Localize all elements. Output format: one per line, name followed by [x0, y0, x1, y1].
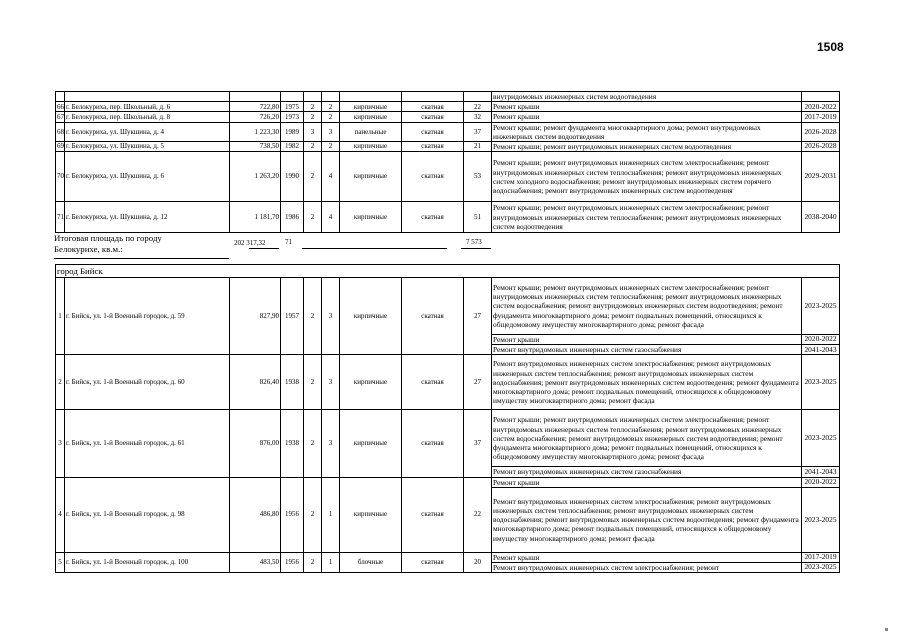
period: 2026-2028	[802, 142, 840, 152]
entrances: 3	[322, 278, 340, 355]
row-number: 67	[57, 112, 64, 121]
flat-count: 53	[464, 152, 492, 202]
floors	[304, 92, 322, 102]
period: 2038-2040	[802, 202, 840, 233]
entrances: 4	[322, 152, 340, 202]
area	[230, 92, 281, 102]
address: г. Белокуриха, ул. Шукшина, д. 4	[65, 122, 230, 141]
roof-type: скатная	[402, 142, 464, 152]
total-label	[54, 233, 162, 255]
belokurikha-table	[55, 91, 840, 233]
wall-material: кирпичные	[340, 278, 402, 355]
row-number	[56, 92, 65, 102]
area: 738,50	[230, 142, 281, 152]
period: 2017-2019	[802, 112, 840, 122]
works-list: Ремонт крыши	[492, 102, 802, 112]
flat-count: 27	[464, 355, 492, 410]
table-row	[56, 477, 840, 487]
floors: 2	[304, 477, 322, 552]
total-label-line2: Белокурихе, кв.м.:	[54, 244, 123, 254]
works-list: внутридомовых инженерных систем водоотведения	[492, 92, 802, 102]
roof-type: скатная	[402, 355, 464, 410]
wall-material: кирпичные	[340, 202, 402, 233]
entrances: 2	[322, 142, 340, 152]
underline-1	[249, 248, 279, 249]
wall-material: кирпичные	[340, 142, 402, 152]
works-list: Ремонт внутридомовых инженерных систем электроснабжения; ремонт внутридомовых инженерных систем теплоснабжения; ремонт внутридомовых инженерных систем водоснабжения; ремонт внутридомовых инженерных систем водоотведения; ремонт фундамента многоквартирного дома; ремонт подвальных помещений, относящихся к общедомовому имуществу многоквартирного дома; ремонт фасада	[492, 355, 802, 410]
floors: 2	[304, 142, 322, 152]
table-row	[56, 92, 840, 102]
wall-material	[340, 92, 402, 102]
entrances: 3	[322, 122, 340, 141]
area: 876,00	[230, 410, 281, 477]
wall-material: кирпичные	[340, 355, 402, 410]
floors: 2	[304, 202, 322, 233]
year-built: 1938	[281, 355, 304, 410]
floors: 2	[304, 355, 322, 410]
wall-material: кирпичные	[340, 112, 402, 122]
table-row	[56, 142, 840, 152]
roof-type: скатная	[402, 410, 464, 477]
row-number: 69	[57, 142, 64, 151]
address: г. Бийск, ул. 1-й Военный городок, д. 59	[65, 278, 230, 355]
underline-3	[461, 248, 491, 249]
roof-type: скатная	[402, 122, 464, 141]
entrances: 3	[322, 355, 340, 410]
floors: 2	[304, 112, 322, 122]
works-list: Ремонт крыши; ремонт внутридомовых инженерных систем электроснабжения; ремонт внутридомовых инженерных систем теплоснабжения; ремонт внутридомовых инженерных систем водоснабжения; ремонт внутридомовых инженерных систем водоотведения; ремонт фундамента многоквартирного дома; ремонт подвальных помещений, относящихся к общедомовому имуществу многоквартирного дома; ремонт фасада	[492, 278, 802, 335]
floors: 3	[304, 122, 322, 141]
entrances	[322, 92, 340, 102]
address: г. Белокуриха, ул. Шукшина, д. 6	[65, 152, 230, 202]
roof-type: скатная	[402, 477, 464, 552]
roof-type: скатная	[402, 102, 464, 112]
address: г. Белокуриха, ул. Шукшина, д. 12	[65, 202, 230, 233]
area: 1 263,20	[230, 152, 281, 202]
period: 2023-2025	[802, 278, 840, 335]
works-list: Ремонт крыши; ремонт внутридомовых инженерных систем электроснабжения; ремонт внутридомовых инженерных систем теплоснабжения; ремонт внутридомовых инженерных систем водоснабжения; ремонт внутридомовых инженерных систем водоотведения; ремонт фундамента многоквартирного дома; ремонт подвальных помещений, относящихся к общедомовому имуществу многоквартирного дома; ремонт фасада	[492, 410, 802, 467]
area: 826,40	[230, 355, 281, 410]
year-built: 1989	[281, 122, 304, 141]
biysk-table	[55, 264, 840, 573]
flat-count	[464, 92, 492, 102]
period: 2023-2025	[802, 563, 840, 573]
year-built: 1986	[281, 202, 304, 233]
address: г. Бийск, ул. 1-й Военный городок, д. 98	[65, 477, 230, 552]
entrances: 2	[322, 102, 340, 112]
total-area-value: 202 317,32	[234, 239, 266, 247]
year-built: 1973	[281, 112, 304, 122]
period: 2020-2022	[802, 102, 840, 112]
wall-material: панельные	[340, 122, 402, 141]
works-list: Ремонт крыши; ремонт внутридомовых инженерных систем электроснабжения; ремонт внутридомовых инженерных систем теплоснабжения; ремонт внутридомовых инженерных систем холодного водоснабжения; ремонт внутридомовых инженерных систем горячего водоснабжения; ремонт внутридомовых инженерных систем водоотведения	[492, 152, 802, 202]
row-number: 4	[56, 477, 65, 552]
roof-type	[402, 92, 464, 102]
flat-count: 37	[464, 122, 492, 141]
area: 722,80	[230, 102, 281, 112]
period: 2041-2043	[802, 345, 840, 355]
period: 2020-2022	[802, 477, 840, 487]
wall-material: кирпичные	[340, 410, 402, 477]
area: 1 223,30	[230, 122, 281, 141]
total-underline	[54, 258, 229, 259]
floors: 2	[304, 410, 322, 477]
works-list: Ремонт крыши	[492, 552, 802, 562]
year-built: 1990	[281, 152, 304, 202]
table-row	[56, 112, 840, 122]
year-built: 1975	[281, 102, 304, 112]
area: 483,50	[230, 552, 281, 572]
floors: 2	[304, 278, 322, 355]
flat-count: 22	[464, 102, 492, 112]
address	[65, 92, 230, 102]
wall-material: кирпичные	[340, 102, 402, 112]
address: г. Белокуриха, пер. Школьный, д. 6	[65, 102, 230, 112]
period: 2029-2031	[802, 152, 840, 202]
address: г. Бийск, ул. 1-й Военный городок, д. 60	[65, 355, 230, 410]
flat-count: 37	[464, 410, 492, 477]
row-number: 1	[56, 278, 65, 355]
period: 2020-2022	[802, 335, 840, 345]
entrances: 1	[322, 552, 340, 572]
address: г. Бийск, ул. 1-й Военный городок, д. 61	[65, 410, 230, 477]
year-built: 1956	[281, 477, 304, 552]
underline-2	[302, 248, 447, 249]
entrances: 2	[322, 112, 340, 122]
period	[802, 92, 840, 102]
period: 2023-2025	[802, 355, 840, 410]
roof-type: скатная	[402, 152, 464, 202]
works-list: Ремонт крыши; ремонт внутридомовых инженерных систем электроснабжения; ремонт внутридомовых инженерных систем теплоснабжения; ремонт внутридомовых инженерных систем водоотведения	[492, 202, 802, 233]
period: 2023-2025	[802, 410, 840, 467]
row-number: 5	[56, 552, 65, 572]
flat-count: 21	[464, 142, 492, 152]
works-list: Ремонт внутридомовых инженерных систем электроснабжения; ремонт внутридомовых инженерных систем теплоснабжения; ремонт внутридомовых инженерных систем водоснабжения; ремонт внутридомовых инженерных систем водоотведения; ремонт фундамента многоквартирного дома; ремонт подвальных помещений, относящихся к общедомовому имуществу многоквартирного дома; ремонт фасада	[492, 487, 802, 552]
total-label-line1: Итоговая площадь по городу	[54, 233, 162, 243]
works-list: Ремонт внутридомовых инженерных систем электроснабжения; ремонт	[492, 563, 802, 573]
year-built: 1957	[281, 278, 304, 355]
row-number: 66	[57, 102, 64, 111]
table-row	[56, 410, 840, 467]
table-row	[56, 552, 840, 562]
entrances: 4	[322, 202, 340, 233]
table-row	[56, 152, 840, 202]
roof-type: скатная	[402, 112, 464, 122]
floors: 2	[304, 102, 322, 112]
area: 726,20	[230, 112, 281, 122]
roof-type: скатная	[402, 202, 464, 233]
row-number: 71	[56, 202, 65, 233]
period: 2023-2025	[802, 487, 840, 552]
wall-material: кирпичные	[340, 477, 402, 552]
entrances: 3	[322, 410, 340, 477]
row-number: 2	[56, 355, 65, 410]
works-list: Ремонт крыши; ремонт фундамента многоквартирного дома; ремонт внутридомовых инженерных систем водоотведения	[492, 122, 802, 141]
table-row	[56, 355, 840, 410]
table-row	[56, 102, 840, 112]
area: 486,80	[230, 477, 281, 552]
flat-count: 22	[464, 477, 492, 552]
period: 2017-2019	[802, 552, 840, 562]
flat-count: 27	[464, 278, 492, 355]
flat-count: 51	[464, 202, 492, 233]
works-list: Ремонт внутридомовых инженерных систем газоснабжения	[492, 467, 802, 477]
address: г. Белокуриха, ул. Шукшина, д. 5	[65, 142, 230, 152]
row-number: 3	[56, 410, 65, 477]
scan-mark	[885, 628, 888, 631]
table-row	[56, 202, 840, 233]
table-row	[56, 278, 840, 335]
flat-count: 32	[464, 112, 492, 122]
roof-type: скатная	[402, 278, 464, 355]
city-header: город Бийск	[56, 265, 840, 278]
flat-count: 20	[464, 552, 492, 572]
wall-material: блочные	[340, 552, 402, 572]
total-flats-value: 7 573	[466, 238, 482, 246]
row-number: 68	[56, 122, 65, 141]
year-built	[281, 92, 304, 102]
address: г. Белокуриха, пер. Школьный, д. 8	[65, 112, 230, 122]
works-list: Ремонт крыши	[492, 477, 802, 487]
works-list: Ремонт крыши; ремонт внутридомовых инженерных систем водоотведения	[492, 142, 802, 152]
entrances: 1	[322, 477, 340, 552]
total-area-row	[54, 233, 838, 259]
roof-type: скатная	[402, 552, 464, 572]
year-built: 1982	[281, 142, 304, 152]
address: г. Бийск, ул. 1-й Военный городок, д. 100	[65, 552, 230, 572]
period: 2041-2043	[802, 467, 840, 477]
period: 2026-2028	[802, 122, 840, 141]
page-number: 1508	[817, 40, 844, 54]
area: 1 181,70	[230, 202, 281, 233]
year-built: 1956	[281, 552, 304, 572]
works-list: Ремонт крыши	[492, 112, 802, 122]
floors: 2	[304, 552, 322, 572]
row-number: 70	[56, 152, 65, 202]
wall-material: кирпичные	[340, 152, 402, 202]
works-list: Ремонт внутридомовых инженерных систем газоснабжения	[492, 345, 802, 355]
area: 827,90	[230, 278, 281, 355]
table-row	[56, 122, 840, 141]
works-list: Ремонт крыши	[492, 335, 802, 345]
floors: 2	[304, 152, 322, 202]
total-count-value: 71	[285, 238, 292, 246]
year-built: 1938	[281, 410, 304, 477]
